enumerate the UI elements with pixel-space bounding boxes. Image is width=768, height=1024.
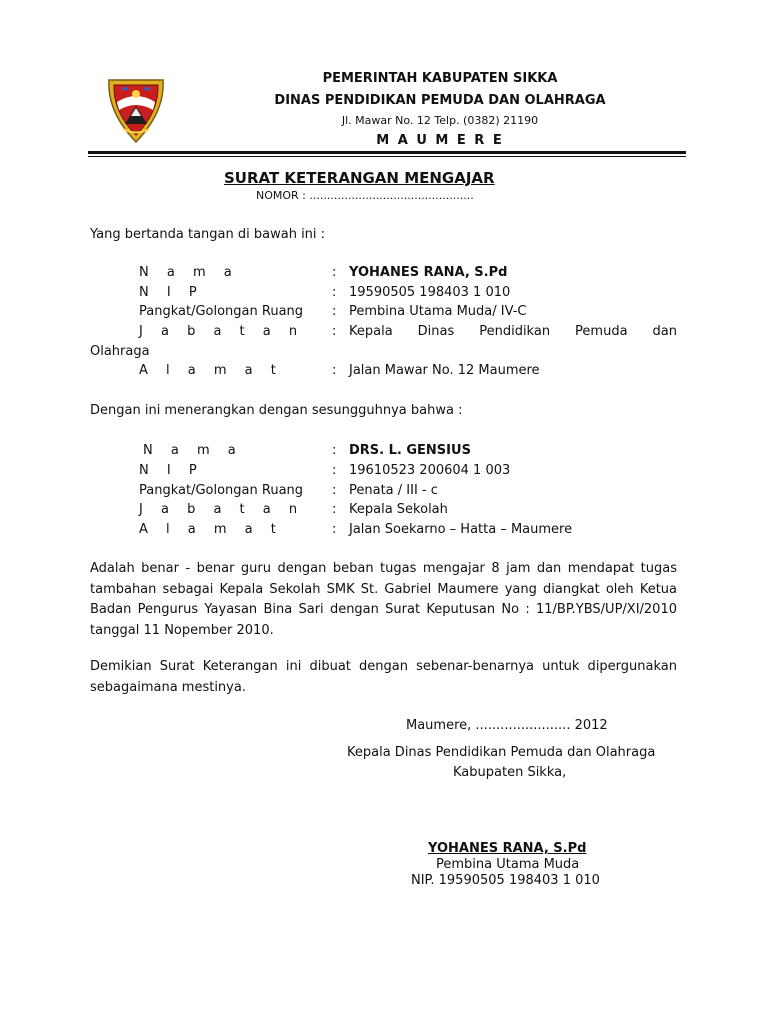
- signer-position-word: Kepala: [349, 324, 393, 339]
- field-label: N a m a: [143, 443, 243, 458]
- field-label: N I P: [139, 285, 204, 300]
- field-label: J a b a t a n: [139, 324, 305, 339]
- field-colon: :: [332, 502, 337, 517]
- document-number: NOMOR : ...............................................: [256, 189, 474, 202]
- signatory-nip: NIP. 19590505 198403 1 010: [411, 873, 600, 888]
- field-colon: :: [332, 522, 337, 537]
- signer-position-continued: Olahraga: [90, 344, 150, 359]
- intro-text: Yang bertanda tangan di bawah ini :: [90, 227, 326, 242]
- field-label: Pangkat/Golongan Ruang: [139, 304, 304, 319]
- field-label: N a m a: [139, 265, 239, 280]
- field-label: A l a m a t: [139, 363, 283, 378]
- subject-address: Jalan Soekarno – Hatta – Maumere: [349, 522, 573, 537]
- subject-rank: Penata / III - c: [349, 483, 438, 498]
- signer-position-word: Pemuda: [575, 324, 628, 339]
- signer-position-word: dan: [652, 324, 677, 339]
- header-rule-thick: [88, 151, 686, 154]
- document-title: SURAT KETERANGAN MENGAJAR: [224, 169, 495, 187]
- header-line-agency: DINAS PENDIDIKAN PEMUDA DAN OLAHRAGA: [274, 93, 606, 108]
- signatory-name: YOHANES RANA, S.Pd: [428, 841, 587, 856]
- signatory-rank: Pembina Utama Muda: [436, 857, 580, 872]
- closing-paragraph: Demikian Surat Keterangan ini dibuat dengan sebenar-benarnya untuk dipergunakan sebagaimana mestinya.: [90, 659, 677, 695]
- header-address: Jl. Mawar No. 12 Telp. (0382) 21190: [341, 114, 539, 127]
- field-colon: :: [332, 363, 337, 378]
- signature-place-date: Maumere, ....................... 2012: [406, 718, 608, 733]
- field-colon: :: [332, 285, 337, 300]
- regency-logo: [103, 72, 169, 148]
- field-colon: :: [332, 304, 337, 319]
- subject-nip: 19610523 200604 1 003: [349, 463, 511, 478]
- subject-position: Kepala Sekolah: [349, 502, 448, 517]
- field-colon: :: [332, 483, 337, 498]
- signer-rank: Pembina Utama Muda/ IV-C: [349, 304, 527, 319]
- field-label: N I P: [139, 463, 204, 478]
- header-line-government: PEMERINTAH KABUPATEN SIKKA: [322, 71, 558, 86]
- signer-nip: 19590505 198403 1 010: [349, 285, 511, 300]
- signer-position-word: Dinas: [417, 324, 455, 339]
- signer-position: [349, 324, 677, 339]
- signer-name: YOHANES RANA, S.Pd: [349, 265, 508, 280]
- header-rule-thin: [88, 156, 686, 157]
- field-colon: :: [332, 443, 337, 458]
- signer-address: Jalan Mawar No. 12 Maumere: [349, 363, 540, 378]
- signature-region: Kabupaten Sikka,: [453, 765, 567, 780]
- coat-of-arms-icon: [103, 72, 169, 144]
- signature-position: Kepala Dinas Pendidikan Pemuda dan Olahraga: [347, 745, 656, 760]
- field-colon: :: [332, 324, 337, 339]
- field-label: A l a m a t: [139, 522, 283, 537]
- signer-position-word: Pendidikan: [479, 324, 551, 339]
- field-colon: :: [332, 265, 337, 280]
- subject-name: DRS. L. GENSIUS: [349, 443, 471, 458]
- statement-text: Dengan ini menerangkan dengan sesungguhnya bahwa :: [90, 403, 463, 418]
- header-city: M A U M E R E: [376, 133, 504, 148]
- field-colon: :: [332, 463, 337, 478]
- field-label: J a b a t a n: [139, 502, 305, 517]
- field-label: Pangkat/Golongan Ruang: [139, 483, 304, 498]
- body-paragraph: Adalah benar - benar guru dengan beban tugas mengajar 8 jam dan mendapat tugas tambahan sebagai Kepala Sekolah SMK St. Gabriel Maumere yang diangkat oleh Ketua Badan Pengurus Yayasan Bina Sari dengan Surat Keputusan No : 11/BP.YBS/UP/XI/2010 tanggal 11 Nopember 2010.: [90, 561, 677, 638]
